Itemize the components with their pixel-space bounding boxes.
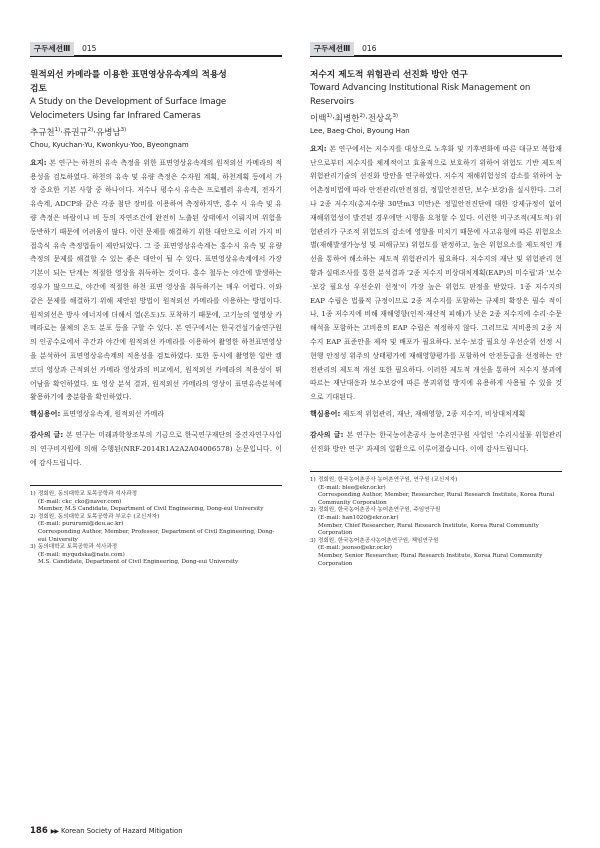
footnote: 2) 정회원, 동의대학교 토목공학과 부교수 (교신저자) (E-mail: pururumi@deu.ac.kr) Corresponding Author, Member, Professor, Department of Civil Engineering, Dong-eui University bbox=[30, 513, 275, 543]
footnote: 3) 정회원, 한국농어촌공사농어촌연구원, 책임연구원 (E-mail: jeonso@ekr.or.kr) Member, Senior Researcher, Rural Research Institute, Korea Rural Community Corporation bbox=[310, 537, 543, 567]
session-header bbox=[30, 42, 282, 56]
keywords bbox=[30, 408, 282, 422]
footnotes bbox=[310, 477, 562, 568]
acknowledgement bbox=[30, 429, 282, 470]
abstract-label: 요지: bbox=[310, 144, 327, 153]
keywords-label: 핵심용어: bbox=[310, 409, 341, 418]
footnote: 1) 정회원, 동의대학교 토목공학과 석사과정 (E-mail: ckc_cko@naver.com) Member, M.S Candidate, Department of Civil Engineering, Dong-eui University bbox=[30, 491, 264, 513]
title-english-line: Velocimeters Using far Infrared Cameras bbox=[30, 110, 201, 121]
page-footer bbox=[30, 818, 183, 836]
page-number: 186 bbox=[30, 826, 48, 836]
title-english-line: A Study on the Development of Surface Image bbox=[30, 97, 227, 107]
session-number: 015 bbox=[82, 44, 97, 53]
ack-text: 본 연구는 미래과학창조부의 기금으로 한국연구재단의 중견자연구사업의 연구비지원에 의해 수행된(NRF-2014R1A2A2A04006578) 논문입니다. 이에 감사드립니다. bbox=[30, 430, 283, 467]
footnote: 1) 정회원, 한국농어촌공사 농어촌연구원, 연구원 (교신저자) (E-mail: blee@ekr.or.kr) Corresponding Author, Member, Researcher, Rural Research Institute, Korea Rural Community Corporation bbox=[310, 477, 555, 506]
abstract-label: 요지: bbox=[30, 158, 47, 167]
title-korean bbox=[30, 68, 282, 96]
keywords-text: 표면영상유속계, 원적외선 카메라 bbox=[62, 410, 165, 419]
title-english bbox=[310, 82, 562, 109]
title-korean-line: 저수지 제도적 위험관리 선진화 방안 연구 bbox=[310, 70, 468, 80]
double-arrow-icon: ▶▶ bbox=[50, 828, 58, 835]
session-number: 016 bbox=[362, 44, 377, 53]
left-article bbox=[30, 42, 282, 567]
authors-english: Chou, Kyuchan·Yu, Kwonkyu·Yoo, Byeongnam bbox=[30, 140, 189, 149]
keywords-text: 제도적 위험관리, 재난, 재해영향, 2종 저수지, 비상대처계획 bbox=[342, 409, 526, 418]
title-korean bbox=[310, 68, 562, 82]
footnote: 2) 정회원, 한국농어촌공사 농어촌연구원, 주임연구원 (E-mail: han1020@ekr.or.kr) Member, Chief Researcher, Rural Research Institute, Korea Rural Community Corporation bbox=[310, 507, 539, 537]
ack-text: 본 연구는 한국농어촌공사 농어촌연구원 사업인 '수리시설물 위험관리 선진화 방안 연구' 과제의 일환으로 이루어졌습니다. 이에 감사드립니다. bbox=[310, 430, 562, 453]
session-header bbox=[310, 42, 562, 56]
abstract bbox=[30, 157, 282, 405]
authors-korean: 추규천$^{1)}$·류권규$^{2)}$·유병남$^{3)}$ bbox=[30, 127, 127, 138]
footnote: 3) 동의대학교 토목공학과 석사과정 (E-mail: myqudska@nate.com) M.S. Candidate, Department of Civil Engineering, Dong-eui University bbox=[30, 544, 239, 566]
title-english-line: Reservoirs bbox=[310, 96, 354, 107]
title-english bbox=[30, 96, 282, 123]
session-label: 구두세션Ⅲ bbox=[30, 42, 74, 56]
footnote-rule bbox=[310, 471, 562, 472]
title-english-line: Toward Advancing Institutional Risk Management on bbox=[310, 83, 531, 93]
ack-label: 감사의 글: bbox=[310, 430, 344, 439]
title-korean-line: 검토 bbox=[30, 84, 47, 94]
keywords bbox=[310, 408, 562, 422]
abstract-text: 본 연구에서는 저수지를 대상으로 노후화 및 기후변화에 따른 대규모 복합재난으로부터 저수지를 체계적이고 효율적으로 보호하기 위하여 위험도 기반 제도적 위험관리기술의 선진화 방안을 연구하였다. 저수지 재해위험성의 감소를 위하여 농어촌정비법에 따라 안전관리(안전점검, 정밀안전진단, 보수·보강)을 실시한다. 그러나 2종 저수지(총저수량 30만m3 미만)은 정밀안전진단에 대한 강제규정이 없어 재해위험성이 발견된 경우에만 시행을 요청할 수 있다. 이런한 비구조적(제도적) 위험관리가 구조적 위험도의 감소에 영향을 미치기 때문에 사고유형에 따른 위험요소별(재해발생가능성 및 피해규모) 위험도를 판정하고, 높은 위험요소를 제도적인 개선을 통하여 해소하는 제도적 위험관리가 필요하다. 저수지의 재난 및 위험관리 현황과 실태조사를 통한 분석결과 '2종 저수지 비상대처계획(EAP)의 미수립'과 '보수·보강 필요성 우선순위 선정'이 가장 높은 위험도 판정을 받았다. 1종 저수지의 EAP 수립은 법률적 규정이므로 2종 저수지를 포함하는 규제의 확장은 필수 적이나, 1종 저수지에 비해 재해영향(인적·재산적 피해)가 낮은 2종 저수지에 수리·수문해석을 포함하는 고비용의 EAP 수립은 적정하지 않다. 그러므로 저비용의 2종 저수지 EAP 표준안을 제작 및 배포가 필요하다. 보수·보강 필요성 우선순위 선정 시 현행 안정성 위주의 상태평가에 재해영향평가를 포함하여 안전등급을 선정하는 안전관리의 제도적 개선 또한 필요하다. 이러한 제도적 개선을 통하여 저수지 붕괴에 따르는 재난대응과 보수보강에 따른 봉괴위험 방지에 유용하게 사용될 수 있을 것으로 기대된다. bbox=[310, 144, 562, 402]
authors-korean: 이백$^{1)}$·최병한$^{2)}$·전상옥$^{3)}$ bbox=[310, 113, 399, 124]
session-label: 구두세션Ⅲ bbox=[310, 42, 354, 56]
abstract-text: 본 연구는 하천의 유속 측정을 위한 표면영상유속계의 원적외선 카메라의 적용성을 검토하였다. 하천의 유속 및 유량 측정은 수자원 계획, 하천계획 등에서 가장 중요한 기본 사항 중 하나이다. 저수나 평수시 유속은 프로펠러 유속계, 전자기 유속계, ADCP와 같은 각종 첨단 장비를 이용하여 측정하지만, 홍수 시 유속 및 유량 측정은 바람이나 비 등의 자연조건에 완전히 노출된 상태에서 이뤄지며 위험을 동반하기 때문에 어려움이 많다. 이런 문제를 해결하기 위한 대안으로 이러 가지 비접촉식 유속 측정법들이 제안되었다. 그 중 표면영상유속계는 홍수시 유속 및 유량 측정의 문제를 해결할 수 있는 좋은 대안이 될 수 있다. 표면영상유속계에서 가장 기본이 되는 단계는 적절한 영상을 취득하는 것이다. 홍수 철두는 야간에 발생하는 경우가 많으므로, 야간에 적절한 하천 표면 영상을 취득하기는 매우 어렵다. 이와 같은 문제를 해결하기 위해 제안된 방법이 원적외선 카메라를 이용하는 방법이다. 원적외선은 방사 에너지에 더해서 열(온도)도 포착하기 때문에, 고기능의 열영상 카메라로는 물체의 온도 분포 등을 구할 수 있다. 본 연구에서는 한국건설기술연구원의 인공수로에서 주간과 야간에 원적외선 카메라를 이용하여 촬영한 하천표면영상을 분석하여 표면영상유속계의 적용성을 검토하였다. 또한 동시에 촬영한 일반 캠코더 영상과 근적외선 카메라 영상과의 비교에서, 원적외선 카메라의 적용성이 뛰어남을 확인하였다. 또 영상 분석 결과, 원적외선 카메라의 영상이 표면유속분석에 활용하기에 충분함을 확인하였다. bbox=[30, 158, 282, 402]
footnote-rule bbox=[30, 485, 282, 486]
abstract bbox=[310, 143, 562, 405]
right-article bbox=[310, 42, 562, 568]
journal-name: Korean Society of Hazard Mitigation bbox=[60, 827, 183, 835]
ack-label: 감사의 글: bbox=[30, 430, 64, 439]
title-korean-line: 원적외선 카메라를 이용한 표면영상유속계의 적용성 bbox=[30, 70, 227, 80]
authors-english: Lee, Baeg·Choi, Byoung Han bbox=[310, 126, 410, 135]
keywords-label: 핵심용어: bbox=[30, 410, 61, 419]
acknowledgement bbox=[310, 429, 562, 457]
footnotes bbox=[30, 491, 282, 567]
